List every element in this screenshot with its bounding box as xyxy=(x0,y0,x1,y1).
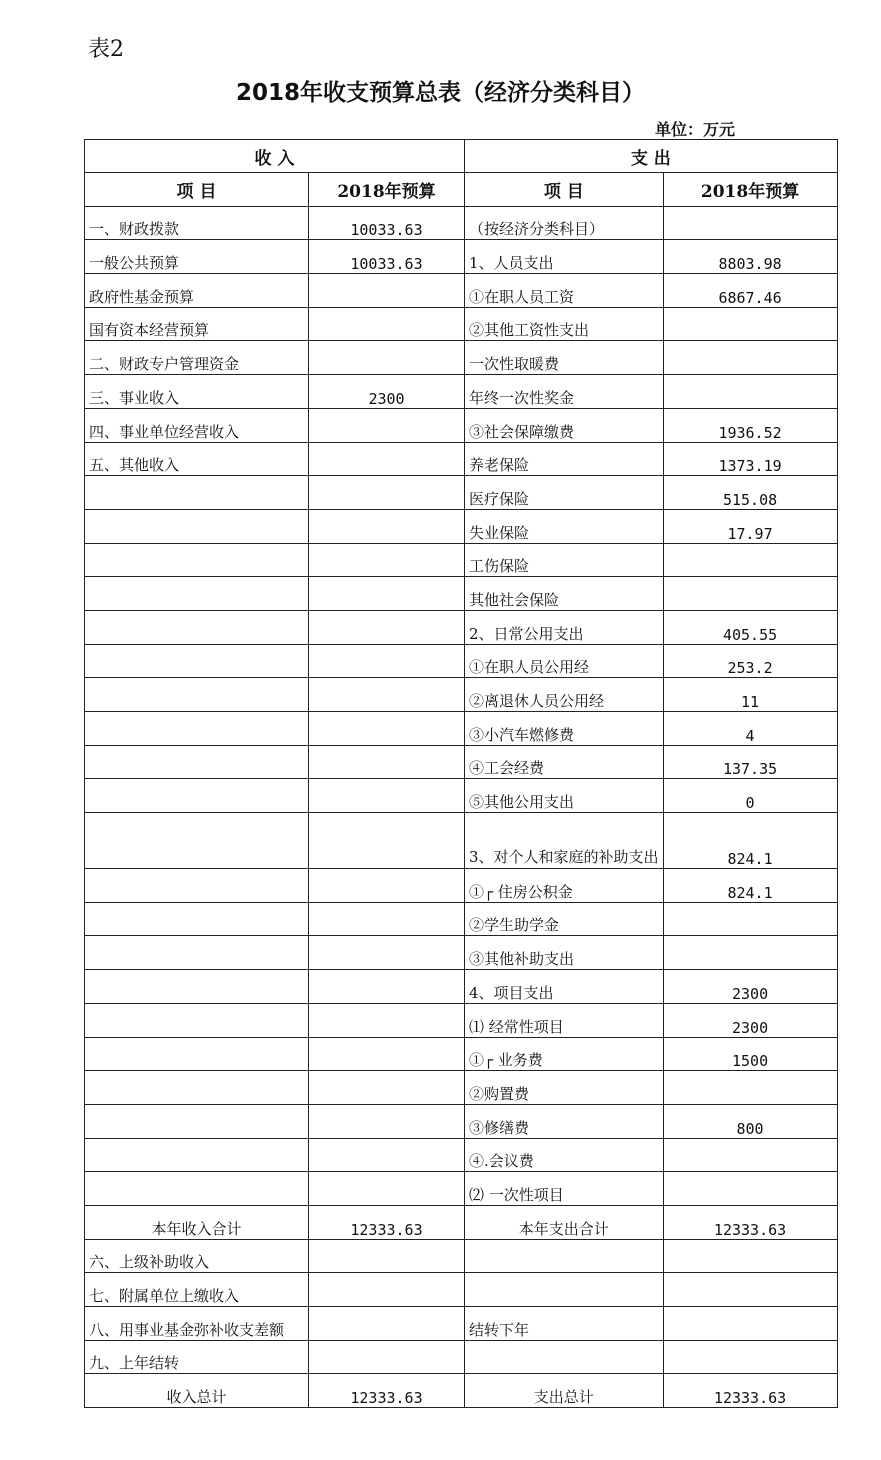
income-item-cell xyxy=(85,936,309,970)
table-row xyxy=(85,813,838,869)
income-value-cell xyxy=(309,307,465,341)
expense-item-cell: 养老保险 xyxy=(465,442,664,476)
income-item-cell: 收入总计 xyxy=(85,1374,309,1408)
expense-value-cell xyxy=(663,1273,837,1307)
expense-item-cell: 失业保险 xyxy=(465,509,664,543)
income-item-cell xyxy=(85,1172,309,1206)
expense-value-cell: 12333.63 xyxy=(663,1205,837,1239)
table-row xyxy=(85,1340,838,1374)
table-body xyxy=(85,206,838,1407)
expense-value-cell: 0 xyxy=(663,779,837,813)
income-item-cell xyxy=(85,678,309,712)
income-item-cell: 四、事业单位经营收入 xyxy=(85,408,309,442)
table-row xyxy=(85,970,838,1004)
income-value-cell xyxy=(309,1104,465,1138)
expense-item-cell: ③小汽车燃修费 xyxy=(465,712,664,746)
income-budget-header: 2018年预算 xyxy=(309,173,465,207)
expense-value-cell: 137.35 xyxy=(663,745,837,779)
income-item-cell: 六、上级补助收入 xyxy=(85,1239,309,1273)
expense-value-cell: 11 xyxy=(663,678,837,712)
table-row xyxy=(85,240,838,274)
income-value-cell: 2300 xyxy=(309,375,465,409)
income-value-cell xyxy=(309,1037,465,1071)
income-item-cell: 八、用事业基金弥补收支差额 xyxy=(85,1307,309,1341)
table-row xyxy=(85,375,838,409)
income-item-cell: 二、财政专户管理资金 xyxy=(85,341,309,375)
expense-value-cell: 1500 xyxy=(663,1037,837,1071)
expense-item-cell: ①┌ 住房公积金 xyxy=(465,869,664,903)
table-row xyxy=(85,1172,838,1206)
income-value-cell xyxy=(309,1172,465,1206)
income-item-cell: 七、附属单位上缴收入 xyxy=(85,1273,309,1307)
expense-value-cell xyxy=(663,1239,837,1273)
income-value-cell xyxy=(309,1071,465,1105)
expense-item-cell: ③其他补助支出 xyxy=(465,936,664,970)
expense-value-cell xyxy=(663,936,837,970)
expense-value-cell: 253.2 xyxy=(663,644,837,678)
expense-value-cell xyxy=(663,341,837,375)
table-row xyxy=(85,936,838,970)
income-item-cell: 五、其他收入 xyxy=(85,442,309,476)
expense-value-cell xyxy=(663,206,837,240)
table-row xyxy=(85,644,838,678)
expense-item-cell: ②购置费 xyxy=(465,1071,664,1105)
expense-value-cell: 1373.19 xyxy=(663,442,837,476)
income-value-cell xyxy=(309,509,465,543)
income-value-cell xyxy=(309,476,465,510)
expense-item-cell xyxy=(465,1273,664,1307)
expense-header: 支 出 xyxy=(465,140,838,173)
table-row xyxy=(85,678,838,712)
income-value-cell: 12333.63 xyxy=(309,1205,465,1239)
income-value-cell xyxy=(309,1003,465,1037)
expense-value-cell xyxy=(663,577,837,611)
table-row xyxy=(85,1003,838,1037)
table-row xyxy=(85,610,838,644)
income-value-cell xyxy=(309,577,465,611)
page-title: 2018年收支预算总表（经济分类科目） xyxy=(235,80,645,106)
expense-item-cell: 一次性取暖费 xyxy=(465,341,664,375)
expense-item-cell: ①在职人员公用经 xyxy=(465,644,664,678)
income-item-cell: 本年收入合计 xyxy=(85,1205,309,1239)
income-value-cell xyxy=(309,1273,465,1307)
expense-item-cell: ⑤其他公用支出 xyxy=(465,779,664,813)
table-row xyxy=(85,1071,838,1105)
income-item-cell: 政府性基金预算 xyxy=(85,274,309,308)
expense-item-cell: ③修缮费 xyxy=(465,1104,664,1138)
expense-value-cell xyxy=(663,1138,837,1172)
expense-value-cell: 2300 xyxy=(663,970,837,1004)
expense-budget-header: 2018年预算 xyxy=(663,173,837,207)
expense-item-cell: 结转下年 xyxy=(465,1307,664,1341)
income-item-cell: 九、上年结转 xyxy=(85,1340,309,1374)
expense-value-cell xyxy=(663,1071,837,1105)
expense-value-cell xyxy=(663,1340,837,1374)
income-item-cell: 一、财政拨款 xyxy=(85,206,309,240)
income-value-cell xyxy=(309,1307,465,1341)
table-row xyxy=(85,1138,838,1172)
table-row xyxy=(85,1239,838,1273)
expense-item-cell: 本年支出合计 xyxy=(465,1205,664,1239)
expense-item-cell: 支出总计 xyxy=(465,1374,664,1408)
expense-item-cell: 2、日常公用支出 xyxy=(465,610,664,644)
income-value-cell xyxy=(309,745,465,779)
expense-item-cell: 1、人员支出 xyxy=(465,240,664,274)
expense-value-cell xyxy=(663,375,837,409)
income-item-cell xyxy=(85,970,309,1004)
expense-value-cell xyxy=(663,307,837,341)
expense-value-cell xyxy=(663,543,837,577)
income-value-cell xyxy=(309,712,465,746)
table-row xyxy=(85,1205,838,1239)
income-value-cell xyxy=(309,779,465,813)
income-value-cell xyxy=(309,341,465,375)
document-tag: 表2 xyxy=(88,37,124,62)
expense-value-cell xyxy=(663,1307,837,1341)
table-row xyxy=(85,307,838,341)
expense-item-cell: ④工会经费 xyxy=(465,745,664,779)
income-item-cell xyxy=(85,1037,309,1071)
income-value-cell: 10033.63 xyxy=(309,240,465,274)
expense-item-cell: （按经济分类科目） xyxy=(465,206,664,240)
table-row xyxy=(85,712,838,746)
income-value-cell xyxy=(309,543,465,577)
table-row xyxy=(85,476,838,510)
expense-value-cell: 6867.46 xyxy=(663,274,837,308)
income-item-cell xyxy=(85,476,309,510)
unit-label: 单位：万元 xyxy=(655,120,736,139)
expense-value-cell: 800 xyxy=(663,1104,837,1138)
income-item-cell xyxy=(85,1104,309,1138)
table-row xyxy=(85,745,838,779)
expense-value-cell xyxy=(663,902,837,936)
income-item-cell: 一般公共预算 xyxy=(85,240,309,274)
income-item-cell xyxy=(85,712,309,746)
expense-item-cell: ②学生助学金 xyxy=(465,902,664,936)
table-row xyxy=(85,341,838,375)
expense-item-header: 项 目 xyxy=(465,173,664,207)
income-item-cell xyxy=(85,869,309,903)
income-value-cell xyxy=(309,442,465,476)
expense-item-cell: ①在职人员工资 xyxy=(465,274,664,308)
income-value-cell xyxy=(309,936,465,970)
expense-item-cell: 其他社会保险 xyxy=(465,577,664,611)
table-row xyxy=(85,1273,838,1307)
expense-item-cell: ⑵ 一次性项目 xyxy=(465,1172,664,1206)
expense-item-cell: ③社会保障缴费 xyxy=(465,408,664,442)
expense-item-cell: ②其他工资性支出 xyxy=(465,307,664,341)
income-item-cell xyxy=(85,1071,309,1105)
income-value-cell: 12333.63 xyxy=(309,1374,465,1408)
expense-value-cell xyxy=(663,1172,837,1206)
table-row xyxy=(85,1307,838,1341)
expense-item-cell xyxy=(465,1239,664,1273)
income-value-cell xyxy=(309,902,465,936)
expense-item-cell: 4、项目支出 xyxy=(465,970,664,1004)
table-row xyxy=(85,442,838,476)
table-row xyxy=(85,543,838,577)
income-value-cell xyxy=(309,1340,465,1374)
income-item-cell: 国有资本经营预算 xyxy=(85,307,309,341)
income-item-cell xyxy=(85,813,309,869)
expense-item-cell xyxy=(465,1340,664,1374)
table-row xyxy=(85,577,838,611)
income-item-cell xyxy=(85,610,309,644)
income-value-cell xyxy=(309,274,465,308)
expense-item-cell: 工伤保险 xyxy=(465,543,664,577)
income-header: 收 入 xyxy=(85,140,465,173)
income-value-cell xyxy=(309,644,465,678)
expense-value-cell: 1936.52 xyxy=(663,408,837,442)
table-row xyxy=(85,1037,838,1071)
table-row xyxy=(85,509,838,543)
income-value-cell xyxy=(309,970,465,1004)
expense-value-cell: 2300 xyxy=(663,1003,837,1037)
income-value-cell xyxy=(309,678,465,712)
income-item-cell xyxy=(85,779,309,813)
column-header-row xyxy=(85,173,838,207)
income-value-cell: 10033.63 xyxy=(309,206,465,240)
expense-item-cell: ②离退休人员公用经 xyxy=(465,678,664,712)
expense-value-cell: 515.08 xyxy=(663,476,837,510)
income-item-cell xyxy=(85,644,309,678)
expense-item-cell: ①┌ 业务费 xyxy=(465,1037,664,1071)
table-row xyxy=(85,1104,838,1138)
income-value-cell xyxy=(309,610,465,644)
income-value-cell xyxy=(309,869,465,903)
income-item-cell xyxy=(85,902,309,936)
expense-item-cell: ④.会议费 xyxy=(465,1138,664,1172)
expense-item-cell: 年终一次性奖金 xyxy=(465,375,664,409)
income-item-cell xyxy=(85,577,309,611)
expense-value-cell: 12333.63 xyxy=(663,1374,837,1408)
income-value-cell xyxy=(309,813,465,869)
budget-table xyxy=(84,139,838,1408)
income-value-cell xyxy=(309,1138,465,1172)
expense-value-cell: 824.1 xyxy=(663,813,837,869)
table-row xyxy=(85,902,838,936)
table-row xyxy=(85,779,838,813)
income-item-cell: 三、事业收入 xyxy=(85,375,309,409)
table-row xyxy=(85,206,838,240)
table-row xyxy=(85,1374,838,1408)
income-item-header: 项 目 xyxy=(85,173,309,207)
income-item-cell xyxy=(85,1003,309,1037)
table-row xyxy=(85,274,838,308)
table-header-row xyxy=(85,140,838,173)
income-item-cell xyxy=(85,543,309,577)
expense-item-cell: 3、对个人和家庭的补助支出 xyxy=(465,813,664,869)
expense-value-cell: 405.55 xyxy=(663,610,837,644)
expense-value-cell: 824.1 xyxy=(663,869,837,903)
expense-value-cell: 17.97 xyxy=(663,509,837,543)
expense-value-cell: 8803.98 xyxy=(663,240,837,274)
expense-value-cell: 4 xyxy=(663,712,837,746)
expense-item-cell: 医疗保险 xyxy=(465,476,664,510)
expense-item-cell: ⑴ 经常性项目 xyxy=(465,1003,664,1037)
table-row xyxy=(85,408,838,442)
income-value-cell xyxy=(309,1239,465,1273)
income-item-cell xyxy=(85,1138,309,1172)
income-item-cell xyxy=(85,509,309,543)
income-item-cell xyxy=(85,745,309,779)
income-value-cell xyxy=(309,408,465,442)
table-row xyxy=(85,869,838,903)
